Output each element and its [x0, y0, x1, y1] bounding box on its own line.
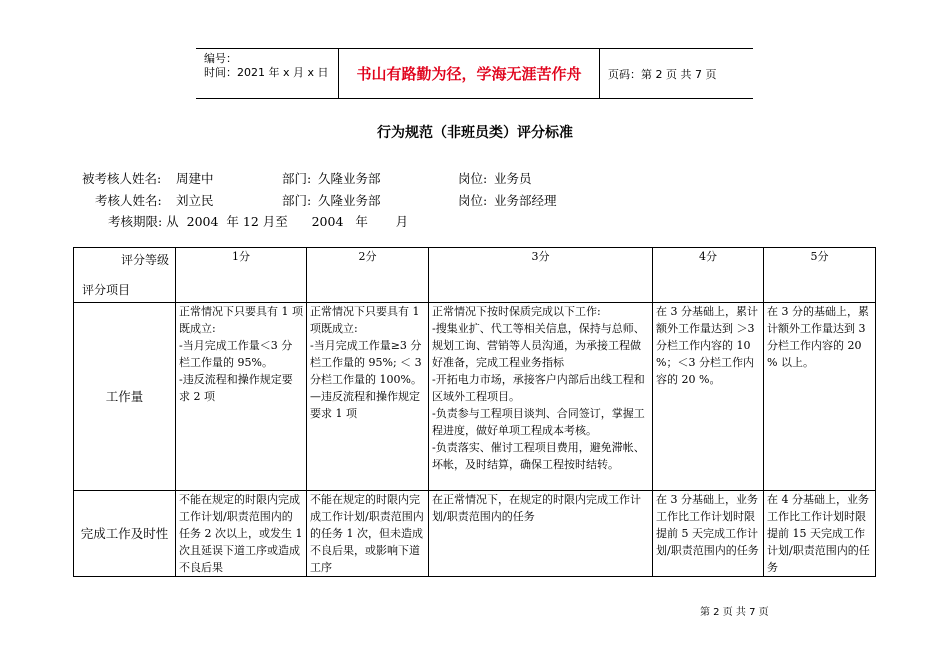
page-title: 行为规范（非班员类）评分标准 — [377, 125, 573, 141]
cell-line: 在 3 分的基础上，累计额外工作量达到 3 分栏工作内容的 20 % 以上。 — [767, 305, 869, 369]
score-cell — [176, 491, 307, 577]
cell-line: 不能在规定的时限内完成工作计划/职责范围内的任务 2 次以上，或发生 1 次且延误下道工序或造成不良后果 — [179, 493, 303, 574]
cell-line: 正常情况下只要具有 1 项既成立: — [179, 305, 303, 335]
cell-line: -负责落实、催讨工程项目费用，避免滞帐、坏帐，及时结算，确保工程按时结转。 — [432, 441, 645, 471]
column-header: 3分 — [429, 248, 653, 303]
post2-value: 业务部经理 — [494, 193, 557, 208]
score-cell — [764, 491, 876, 577]
cell-line: 正常情况下只要具有 1 项既成立: — [310, 305, 420, 335]
dept2-value: 久隆业务部 — [318, 193, 381, 208]
cell-line: -开拓电力市场，承接客户内部后出线工程和区域外工程项目。 — [432, 373, 645, 403]
corner-cell — [74, 248, 176, 303]
cell-line: 在 3 分基础上，累计额外工作量达到 ＞3 分栏工作内容的 10 %；＜3 分栏工作内容的 20 %。 — [656, 305, 758, 386]
cell-line: —违反流程和操作规定要求 1 项 — [310, 390, 420, 420]
column-header: 4分 — [653, 248, 764, 303]
cell-line: 在 4 分基础上，业务工作比工作计划时限提前 15 天完成工作计划/职责范围内的任务 — [767, 493, 870, 574]
assessor-name: 刘立民 — [176, 193, 214, 208]
cell-line: 不能在规定的时限内完成工作计划/职责范围内的任务 1 次，但未造成不良后果，或影响下道工序 — [310, 493, 424, 574]
dept2-label: 部门: — [282, 193, 312, 208]
table-row — [74, 491, 876, 577]
row-item-label: 工作量 — [74, 303, 176, 491]
table-row — [74, 303, 876, 491]
dept1-label: 部门: — [282, 171, 312, 186]
score-cell — [653, 491, 764, 577]
cell-line: -违反流程和操作规定要求 2 项 — [179, 373, 293, 403]
score-cell — [307, 303, 429, 491]
time-label: 时间：2021 年 x 月 x 日 — [204, 66, 329, 79]
assessee-label: 被考核人姓名: — [82, 171, 162, 186]
header-motto: 书山有路勤为径，学海无涯苦作舟 — [339, 49, 600, 98]
post1-value: 业务员 — [494, 171, 532, 186]
cell-line: 在正常情况下，在规定的时限内完成工作计划/职责范围内的任务 — [432, 493, 641, 523]
cell-line: -当月完成工作量≥3 分栏工作量的 95%; ＜ 3 分栏工作量的 100%。 — [310, 339, 422, 386]
document-header — [196, 48, 753, 99]
cell-line: -当月完成工作量＜3 分栏工作量的 95%。 — [179, 339, 293, 369]
assessment-period: 考核期限: 从 2004 年 12 月至 2004 年 月 — [108, 214, 409, 229]
header-page-label: 页码：第 2 页 共 7 页 — [608, 67, 717, 81]
corner-grade-label: 评分等级 — [120, 253, 169, 267]
post1-label: 岗位: — [458, 171, 488, 186]
score-cell — [176, 303, 307, 491]
assessor-label: 考核人姓名: — [95, 193, 162, 208]
score-cell — [653, 303, 764, 491]
cell-line: 在 3 分基础上，业务工作比工作计划时限提前 5 天完成工作计划/职责范围内的任务 — [656, 493, 759, 557]
cell-line: -搜集业扩、代工等相关信息，保持与总师、规划工询、营销等人员沟通，为承接工程做好准备，完成工程业务指标 — [432, 322, 645, 369]
table-header-row — [74, 248, 876, 303]
number-label: 编号： — [204, 52, 237, 65]
page-footer: 第 2 页 共 7 页 — [700, 607, 769, 618]
assessee-name: 周建中 — [176, 171, 214, 186]
cell-line: -负责参与工程项目谈判、合同签订，掌握工程进度，做好单项工程成本考核。 — [432, 407, 645, 437]
column-header: 2分 — [307, 248, 429, 303]
dept1-value: 久隆业务部 — [318, 171, 381, 186]
column-header: 5分 — [764, 248, 876, 303]
post2-label: 岗位: — [458, 193, 488, 208]
score-cell — [307, 491, 429, 577]
header-meta — [196, 49, 339, 98]
score-cell — [429, 491, 653, 577]
score-cell — [429, 303, 653, 491]
cell-line: 正常情况下按时保质完成以下工作: — [432, 305, 601, 318]
score-cell — [764, 303, 876, 491]
corner-item-label: 评分项目 — [82, 283, 131, 297]
scoring-table — [73, 247, 876, 577]
column-header: 1分 — [176, 248, 307, 303]
row-item-label: 完成工作及时性 — [74, 491, 176, 577]
